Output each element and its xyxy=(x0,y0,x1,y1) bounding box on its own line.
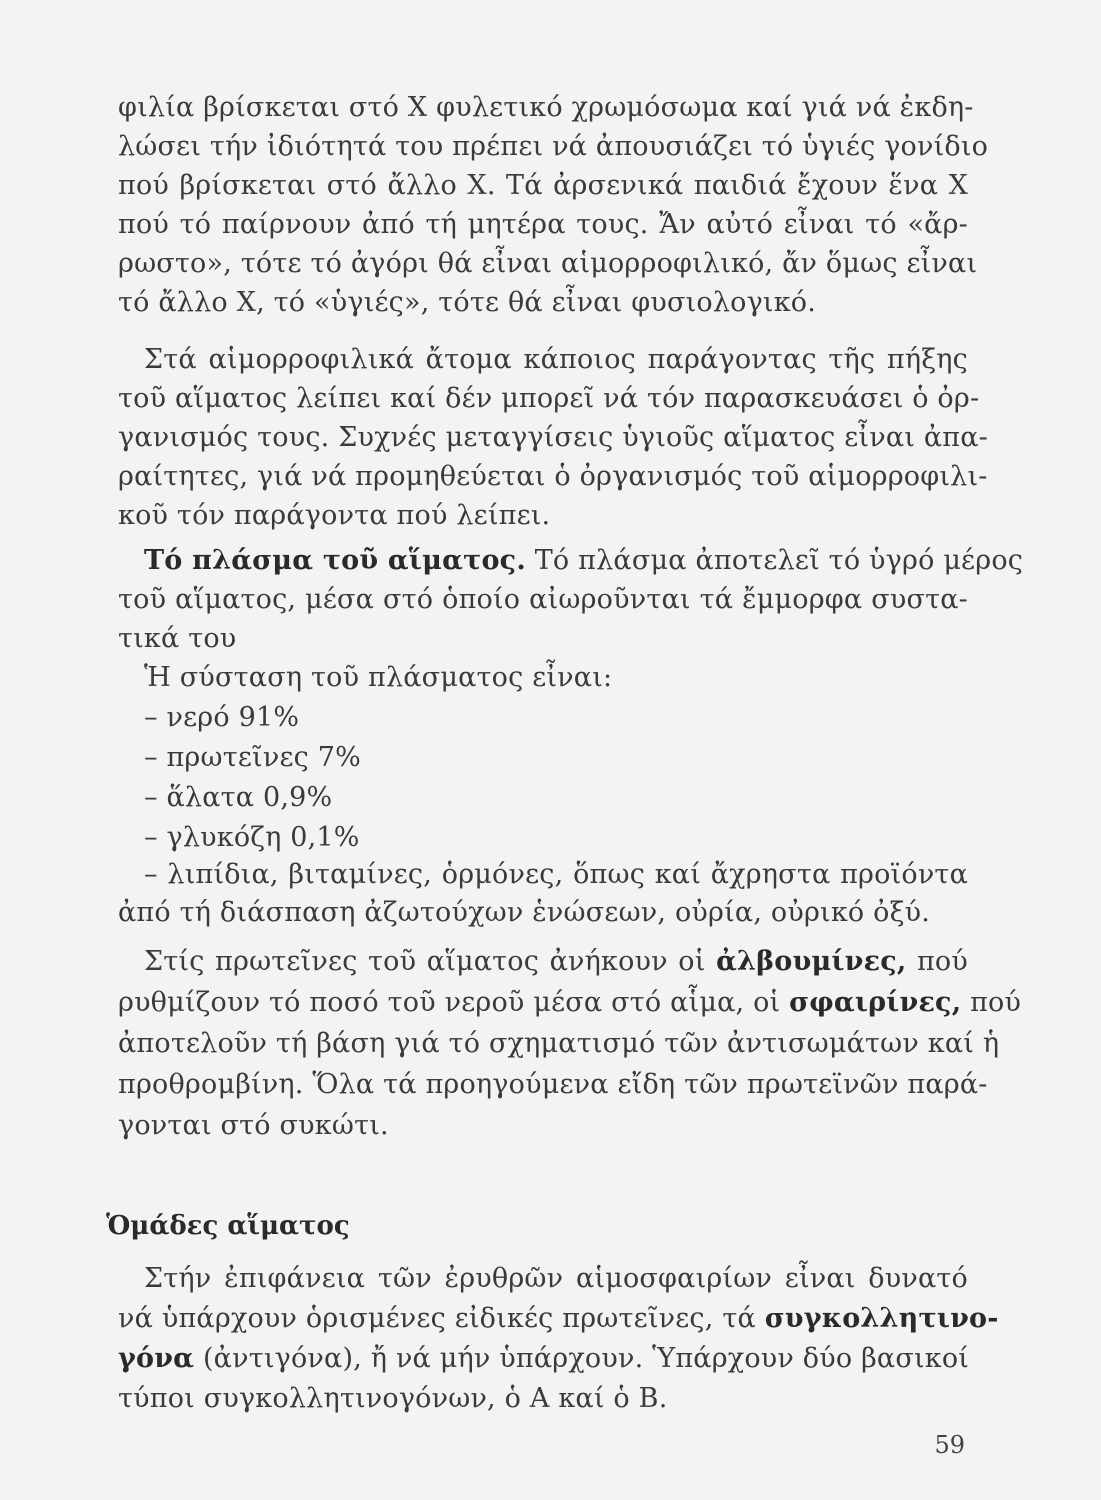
hemophilia-line-4: ραίτητες, γιά νά προμηθεύεται ὁ ὀργανισμός τοῦ αἱμορροφιλι- xyxy=(118,461,988,492)
proteins-line-2-post: πού xyxy=(961,987,1022,1018)
plasma-line-1-rest: Τό πλάσμα ἀποτελεῖ τό ὑγρό μέρος xyxy=(525,545,1024,576)
proteins-line-4: προθρομβίνη. Ὅλα τά προηγούμενα εἴδη τῶν πρωτεϊνῶν παρά- xyxy=(118,1069,988,1100)
blood-groups-line-3 xyxy=(118,1342,968,1376)
composition-item-glucose: – γλυκόζη 0,1% xyxy=(144,822,360,853)
intro-line-5: ρωστο», τότε τό ἀγόρι θά εἶναι αἱμορροφιλικό, ἄν ὅμως εἶναι xyxy=(118,248,978,279)
composition-item-salts: – ἅλατα 0,9% xyxy=(144,782,333,813)
globulins-term: σφαιρίνες, xyxy=(789,987,962,1018)
intro-line-3: πού βρίσκεται στό ἄλλο X. Τά ἀρσενικά παιδιά ἔχουν ἕνα X xyxy=(118,170,968,201)
composition-title: Ἡ σύσταση τοῦ πλάσματος εἶναι: xyxy=(144,662,613,693)
hemophilia-line-3: γανισμός τους. Συχνές μεταγγίσεις ὑγιοῦς αἵματος εἶναι ἀπα- xyxy=(118,422,988,453)
plasma-line-2: τοῦ αἵματος, μέσα στό ὁποίο αἰωροῦνται τά ἔμμορφα συστα- xyxy=(118,584,968,615)
hemophilia-line-2: τοῦ αἵματος λείπει καί δέν μπορεῖ νά τόν παρασκευάσει ὁ ὀρ- xyxy=(118,383,980,414)
plasma-term: Τό πλάσμα τοῦ αἵματος. xyxy=(144,545,526,576)
blood-groups-line-1: Στήν ἐπιφάνεια τῶν ἐρυθρῶν αἱμοσφαιρίων εἶναι δυνατό xyxy=(144,1263,968,1294)
proteins-line-1-pre: Στίς πρωτεῖνες τοῦ αἵματος ἀνήκουν οἱ xyxy=(144,946,717,977)
albumins-term: ἀλβουμίνες, xyxy=(716,946,907,977)
composition-item-lipids: – λιπίδια, βιταμίνες, ὁρμόνες, ὅπως καί ἄχρηστα προϊόντα xyxy=(144,859,968,890)
agglutinogens-term: συγκολλητινο- xyxy=(764,1303,999,1334)
proteins-line-3: ἀποτελοῦν τή βάση γιά τό σχηματισμό τῶν ἀντισωμάτων καί ἡ xyxy=(118,1028,1000,1059)
blood-groups-line-3-post: (ἀντιγόνα), ἤ νά μήν ὑπάρχουν. Ὑπάρχουν δύο βασικοί xyxy=(194,1343,970,1374)
composition-item-proteins: – πρωτεῖνες 7% xyxy=(144,742,361,773)
intro-line-4: πού τό παίρνουν ἀπό τή μητέρα τους. Ἄν αὐτό εἶναι τό «ἄρ- xyxy=(118,209,968,240)
section-heading-blood-groups: Ὁμάδες αἵματος xyxy=(106,1211,350,1241)
plasma-line-3: τικά του xyxy=(118,623,237,654)
proteins-line-2 xyxy=(118,986,1022,1020)
blood-groups-line-4: τύποι συγκολλητινογόνων, ὁ Α καί ὁ Β. xyxy=(118,1383,668,1414)
proteins-line-1-post: πού xyxy=(906,946,969,977)
plasma-line-1 xyxy=(144,544,1024,578)
hemophilia-line-5: κοῦ τόν παράγοντα πού λείπει. xyxy=(118,500,551,531)
page-number: 59 xyxy=(934,1431,965,1459)
proteins-line-1 xyxy=(144,945,968,979)
intro-line-1: φιλία βρίσκεται στό X φυλετικό χρωμόσωμα καί γιά νά ἐκδη- xyxy=(118,92,974,123)
intro-line-6: τό ἄλλο X, τό «ὑγιές», τότε θά εἶναι φυσιολογικό. xyxy=(118,287,817,318)
blood-groups-line-2-pre: νά ὑπάρχουν ὁρισμένες εἰδικές πρωτεῖνες, τά xyxy=(118,1303,765,1334)
blood-groups-line-2 xyxy=(118,1302,999,1336)
hemophilia-line-1: Στά αἱμορροφιλικά ἄτομα κάποιος παράγοντας τῆς πήξης xyxy=(144,344,968,375)
intro-line-2: λώσει τήν ἰδιότητά του πρέπει νά ἀπουσιάζει τό ὑγιές γονίδιο xyxy=(118,131,989,162)
composition-item-water: – νερό 91% xyxy=(144,702,300,733)
proteins-line-2-pre: ρυθμίζουν τό ποσό τοῦ νεροῦ μέσα στό αἷμα, οἱ xyxy=(118,987,790,1018)
proteins-line-5: γονται στό συκώτι. xyxy=(118,1110,389,1141)
composition-item-continuation: ἀπό τή διάσπαση ἀζωτούχων ἑνώσεων, οὐρία, οὐρικό ὀξύ. xyxy=(118,897,931,928)
agglutinogens-term-end: γόνα xyxy=(118,1343,195,1374)
